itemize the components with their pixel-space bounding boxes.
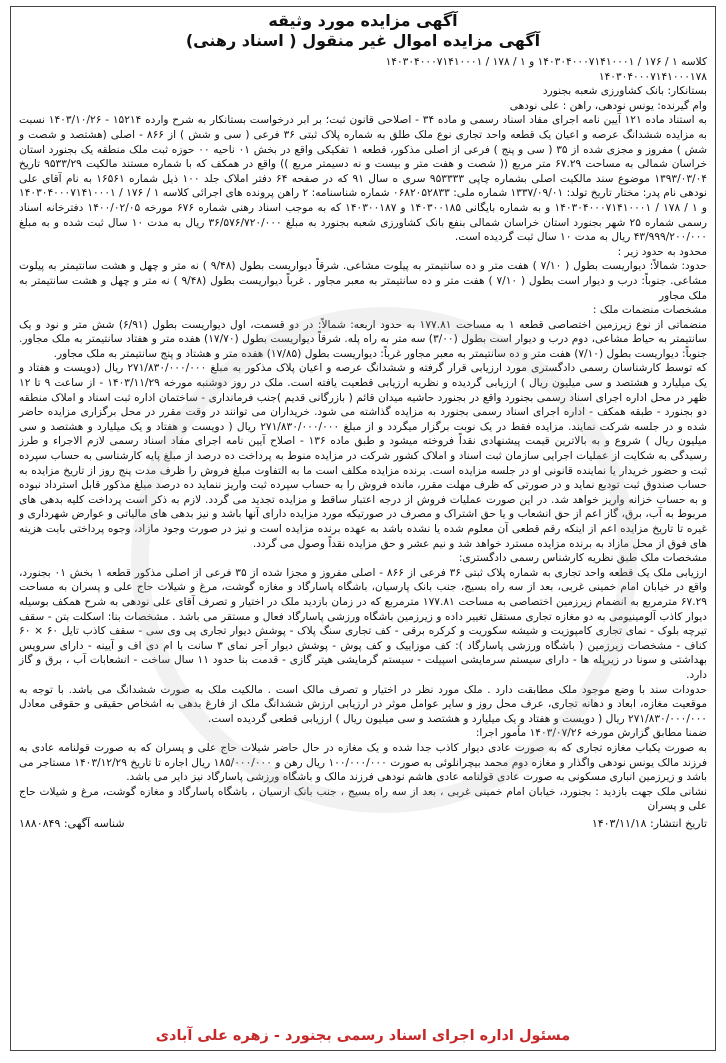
creditor-line: بستانکار: بانک کشاورزی شعبه بجنورد (542, 85, 707, 98)
notice-title: آگهی مزایده مورد وثیقه (268, 11, 458, 30)
auction-paragraph: که توسط کارشناسان رسمی دادگستری مورد ارزیابی قرار گرفته و ششدانگ عرصه و اعیان پلاک مذکور به مبلغ ۲۷۱/۸۳۰/۰۰۰/۰۰۰ ریال (دویست و هفتاد و یک میلیارد و هشتصد و سی میلیون ریال ) ارزیابی گردیده و نظریه ارزیابی قطعیت یافته است. ملک در روز دوشنبه مورخه ۱۴۰۳/۱۱/۲۹ - از ساعت ۹ تا ۱۲ ظهر در محل اداره اجرای اسناد رسمی بجنورد واقع در بجنورد حاشیه میدان قائم ( بازرگانی قدیم )جنب فرمانداری - ساختمان اداره ثبت اسناد و املاک منطقه دو بجنورد - طبقه همکف - اداره اجرای اسناد رسمی بجنورد به مزایده گذاشته می شود. خریداران می توانند در وقت مقرر در محل برگزاری مزایده حاضر شده و در جلسه شرکت نمایند. مزایده فقط در یک نوبت برگزار میگردد و از مبلغ ۲۷۱/۸۳۰/۰۰۰/۰۰۰ ریال ( دویست و هفتاد و یک میلیارد و هشتصد و سی میلیون ریال ) شروع و به بالاترین قیمت پیشنهادی نقداً فروخته میشود و طبق ماده ۱۳۶ - اصلاح آیین نامه اجرای مفاد اسناد رسمی لازم الاجراء و طرز رسیدگی به شکایت از عملیات اجرایی سازمان ثبت اسناد و املاک کشور شرکت در مزایده منوط به پرداخت ده درصد از مبلغ پایه کارشناسی به حساب سپرده ثبت و حضور خریدار یا نماینده قانونی او در جلسه مزایده است. برنده مزایده مکلف است ما به التفاوت مبلغ فروش را ظرف مدت پنج روز از تاریخ مزایده به حساب صندوق ثبت تودیع نماید و در صورتی که ظرف مهلت مقرر، مانده فروش را به حساب سپرده ثبت واریز ننماید ده درصد مبلغ مذکور قابل استرداد نبوده و به حساب خزانه واریز خواهد شد. در این صورت عملیات فروش از درجه اعتبار ساقط و مزایده تجدید می گردد. لازم به ذکر است پرداخت کلیه بدهی های مربوط به آب، برق، گاز اعم از حق انشعاب و یا حق اشتراک و مصرف در صورتیکه مورد مزایده دارای آنها باشد و نیز بدهی های مالیاتی و عوارض شهرداری و غیره تا تاریخ مزایده اعم از اینکه رقم قطعی آن معلوم شده یا نشده باشد به عهده برنده مزایده است و نیز در صورت وجود مازاد، وجوه پرداختی بابت هزینه های فوق از محل مازاد به برنده مزایده مسترد خواهد شد و نیم عشر و حق مزایده نقداً وصول می گردد. (19, 362, 707, 550)
expert-heading: مشخصات ملک طبق نظریه کارشناس رسمی دادگستری: (458, 552, 707, 565)
class-line-1: کلاسه ۱ / ۱۷۶ / ۱۴۰۳۰۴۰۰۰۷۱۴۱۰۰۰۱ و ۱ / ۱۷۸ / ۱۴۰۳۰۴۰۰۰۷۱۴۱۰۰۰۱ (385, 56, 707, 68)
lease-paragraph: به صورت یکباب مغازه تجاری که به صورت عادی دیوار کاذب جدا شده و یک مغازه در حال حاضر شیلات حاج علی و پسران که به صورت قولنامه عادی به فرزند مالک یونس نودهی واگذار و مغازه دوم محمد بیچرانلوئی به صورت ۱۰۰/۰۰۰/۰۰۰ ریال رهن و ۱۸۵/۰۰۰/۰۰۰ ریال اجاره تا تاریخ ۱۴۰۳/۱۲/۲۹ مستاجر می باشد و زیرزمین انباری مسکونی به صورت عادی قولنامه عادی هاشم نودهی فرزند مالک و باشگاه ورزشی پاسارگاد نیز دایر می باشد. (19, 741, 708, 784)
notice-content (11, 7, 715, 831)
officer-line: ضمنا مطابق گزارش مورخه ۱۴۰۳/۰۷/۲۶ مأمور اجرا: (475, 727, 707, 740)
limits-paragraph: حدود: شمالاً: دیواریست بطول ( ۷/۱۰ ) هفت متر و ده سانتیمتر به پیلوت مشاعی. شرقاً دیواریست بطول (۹/۴۸ ) نه متر و چهل و هشت سانتیمتر به پیلوت مشاعی. جنوباً: درب و دیوار است بطول ( ۷/۱۰ ) هفت متر و ده سانتیمتر به معبر مجاور . غرباً دیواریست بطول (۹/۴۸ ) نه متر و چهل و هشت سانتیمتر به ملک مجاور (19, 260, 708, 302)
notice-page (10, 6, 716, 1051)
address-paragraph: نشانی ملک جهت بازدید : بجنورد، خیابان امام خمینی غربی ، بعد از سه راه بسیج ، جنب بانک ارسیان ، باشگاه پاسارگاد و مغازه گوشت، مرغ و شیلات حاج علی و پسران (19, 785, 707, 813)
notice-subtitle: آگهی مزایده اموال غیر منقول ( اسناد رهنی) (185, 31, 541, 50)
debtor-line: وام گیرنده: یونس نودهی، راهن : علی نودهی (509, 99, 707, 112)
limits-heading: محدود به حدود زیر : (617, 245, 707, 258)
annex-paragraph: منضماتی از نوع زیرزمین اختصاصی قطعه ۱ به مساحت ۱۷۷.۸۱ به حدود اربعه: شمالاً: در دو قسمت، اول دیواریست بطول (۶/۹۱) شش متر و نود و یک سانتیمتر به حیاط مشاعی، دوم درب و دیوار است بطول (۳/۰۰) سه متر به راه پله. شرقاً دیواریست بطول (۱۷/۷۰) هفده متر و هفتاد سانتیمتر به ملک مجاور. جنوباً: دیواریست بطول (۷/۱۰) هفت متر و ده سانتیمتر به معبر مجاور غرباً: دیواریست بطول (۱۷/۸۵) هفده متر و هشتاد و پنج سانتیمتر به ملک مجاور. (19, 318, 707, 360)
annex-heading: مشخصات منضمات ملک : (592, 304, 707, 317)
ad-id: شناسه آگهی: ۱۸۸۰۸۴۹ (19, 816, 125, 830)
notes-paragraph: حدودات سند با وضع موجود ملک مطابقت دارد . ملک مورد نظر در اختیار و تصرف مالک است . مالکیت ملک به صورت ششدانگ می باشد. با توجه به موقعیت مغازه، ابعاد و دهانه تجاری، عرف محل روز و سایر عوامل موثر در ارزیابی ارزش ششدانگ ملک از فارغ بدهی به اشخاص حقیقی و حقوقی معادل ۲۷۱/۸۳۰/۰۰۰/۰۰۰ ریال ( دویست و هفتاد و یک میلیارد و هشتصد و سی میلیون ریال ) ارزیابی قطعی گردیده است. (19, 683, 707, 725)
class-line-2: ۱۴۰۳۰۴۰۰۰۷۱۴۱۰۰۰۱۷۸ (598, 70, 707, 83)
publish-date: تاریخ انتشار: ۱۴۰۳/۱۱/۱۸ (591, 816, 707, 830)
footer-row (19, 816, 707, 831)
expert-paragraph: ارزیابی ملک یک قطعه واحد تجاری به شماره پلاک ثبتی ۳۶ فرعی از ۸۶۶ - اصلی مفروز و مجزا شده از ۳۵ فرعی از اصلی مذکور قطعه ۱ بخش ۰۱ بجنورد، واقع در خیابان امام خمینی غربی، بعد از سه راه بسیج، جنب بانک پارسیان، باشگاه پاسارگاد و مغازه گوشت، مرغ و شیلات حاج علی و پسران به مساحت ۶۷.۲۹ مترمربع به انضمام زیرزمین اختصاصی به مساحت ۱۷۷.۸۱ مترمربع که در زمان بازدید ملک در اختیار و تصرف آقای علی نودهی به شرح همکف بوسیله دیوار کاذب آلومینیومی به دو مغازه تجاری مستقل تغییر داده و زیرزمین باشگاه ورزشی پاسارگاد فعال و مستقر می باشد . مشخصات بنا: اسکلت بتن - سقف تیرچه بلوک - نمای تجاری کامپوزیت و شیشه سکوریت و کرکره برقی - کف تجاری سنگ پلاک - پوشش دیوار تجاری پی وی سی - سقف کاذب تایل ۶۰ × ۶۰ کناف - مشخصات زیرزمین ( باشگاه ورزشی پاسارگاد ): کف موزاییک و کف پوش - پوشش دیوار آجر نمای ۳ سانت با ام دی اف و آیینه - دارای سرویس بهداشتی و سونا در زیرپله ها - دارای سیستم سرمایشی اسپیلت - سیستم گرمایشی هیتر گازی - قدمت بنا حدود ۱۱ سال ساخت - انشعابات آب ، برق و گاز دارد. (19, 566, 707, 681)
intro-paragraph: به استناد ماده ۱۲۱ آیین نامه اجرای مفاد اسناد رسمی و ماده ۳۴ - اصلاحی قانون ثبت؛ بر ابر درخواست بستانکار به شرح وارده ۱۵۲۱۴ - ۱۴۰۳/۱۰/۲۶ نسبت به مزایده ششدانگ عرصه و اعیان یک قطعه واحد تجاری نوع ملک طلق به شماره پلاک ثبتی ۳۶ فرعی ( سی و شش ) از ۸۶۶ - اصلی (هشتصد و شصت و شش ) مفروز و مجزی شده از ۳۵ ( سی و پنج ) فرعی از اصلی مذکور، قطعه ۱ تفکیکی واقع در بخش ۰۱ ناحیه ۰۰ حوزه ثبت ملک منطقه یک بجنورد استان خراسان شمالی به مساحت ۶۷.۲۹ متر مربع (( شصت و هفت متر و بیست و نه دسیمتر مربع )) واقع در همکف که با شماره مستند مالکیت ۹۵۳۳/۲۹ تاریخ ۱۳۹۳/۰۳/۰۴ موضوع سند مالکیت اصلی بشماره چاپی ۹۵۳۳۳۳ سری ه سال ۹۱ که در صفحه ۶۴ دفتر املاک جلد ۱۰۰ ذیل شماره ۱۶۵۶۱ به نام آقای علی نودهی نام پدر: مختار تاریخ تولد: ۱۳۳۷/۰۹/۰۱ شماره ملی: ۰۶۸۲۰۵۲۸۳۳ شماره شناسنامه: ۲ راهن پرونده های اجرائی کلاسه ۱ / ۱۷۶ / ۱۴۰۳۰۴۰۰۰۷۱۴۱۰۰۰۱ و ۱ / ۱۷۸ / ۱۴۰۳۰۴۰۰۰۷۱۴۱۰۰۰۱ و به شماره بایگانی ۱۴۰۳۰۰۱۸۵ و ۱۴۰۳۰۰۱۸۷ که به موجب اسناد رهنی شماره ۶۷۶ مورخه ۱۴۰۰/۰۲/۰۵ دفترخانه اسناد رسمی شماره ۲۵ شهر بجنورد استان خراسان شمالی بنفع بانک کشاورزی شعبه بجنورد به مبلغ ۳۶/۵۷۶/۷۲۰/۰۰۰ ریال به مدت ۱۰ سال ثبت شده و به مبلغ ۴۳/۹۹۹/۲۰۰/۰۰۰ ریال به مدت ۱۰ سال ثبت گردیده است. (19, 114, 708, 244)
signature-line: مسئول اداره اجرای اسناد رسمی بجنورد - زهره علی آبادی (155, 1028, 571, 1044)
